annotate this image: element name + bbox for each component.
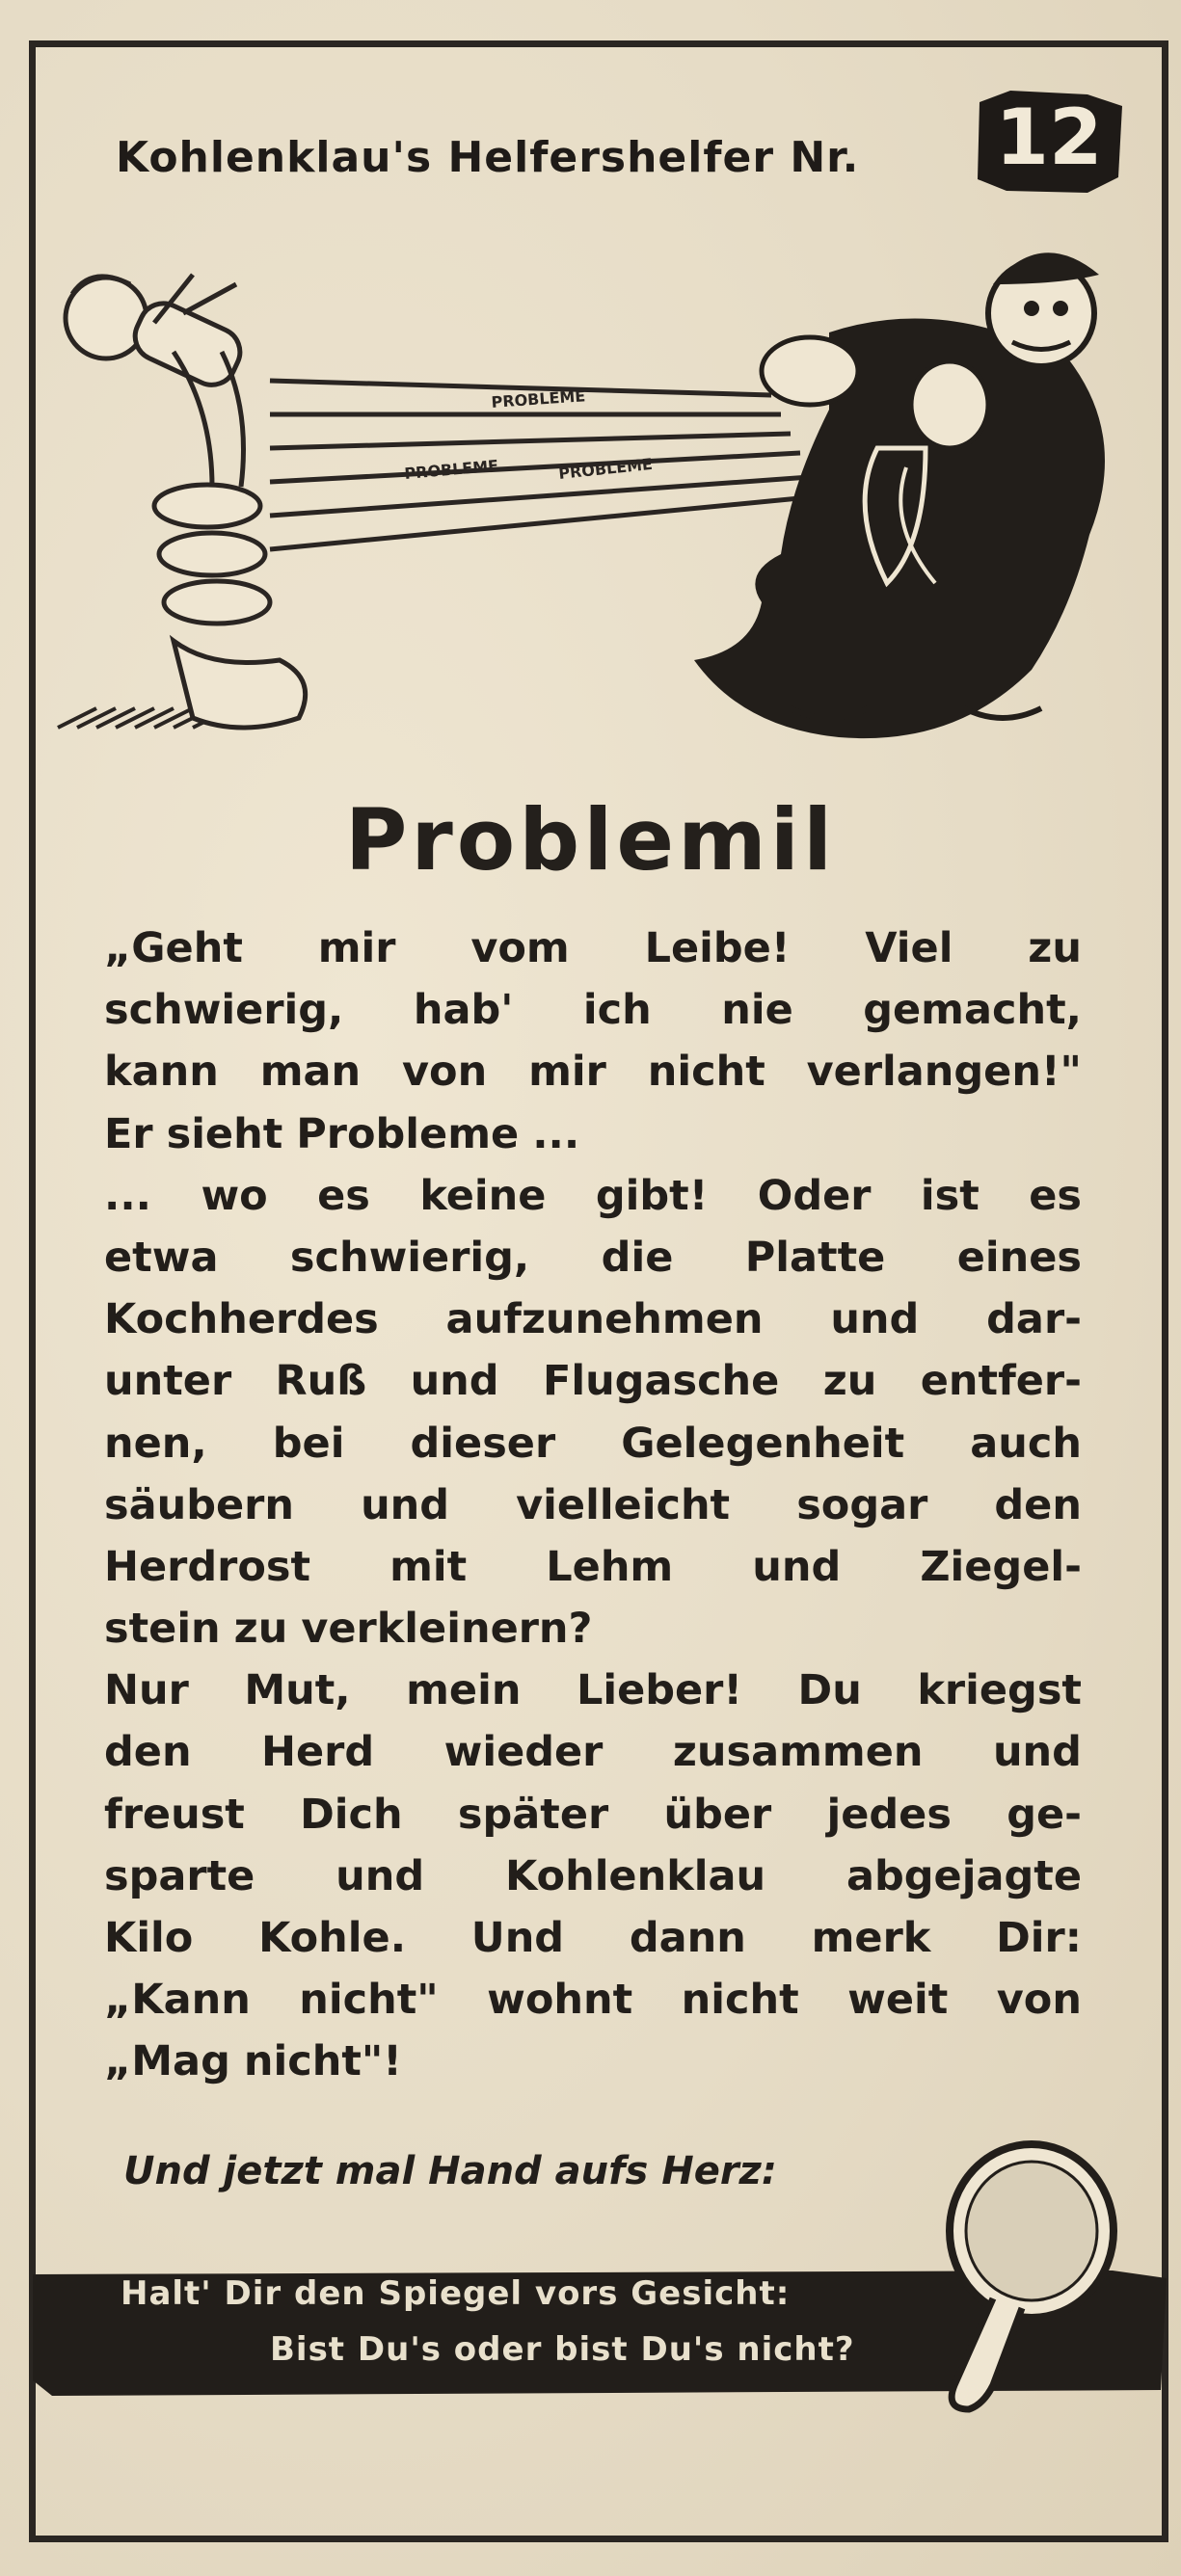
body-word: Nur [104,1666,189,1715]
body-word: jedes [826,1790,952,1839]
body-word: „Kann [104,1976,251,2025]
body-line [104,1350,1082,1412]
body-word: bei [272,1419,345,1468]
body-line [104,917,1082,979]
body-line [104,1536,1082,1598]
body-word: weit [847,1976,949,2025]
body-word: ich [582,986,652,1035]
body-word: Flugasche [542,1357,780,1406]
body-word: gemacht, [863,986,1082,1035]
body-line [104,1907,1082,1969]
body-word: Ziegel- [920,1542,1082,1591]
body-word: schwierig, [104,986,344,1035]
body-word: zu [233,1605,288,1654]
body-word: gibt! [595,1171,709,1220]
kohlenklau-figure-icon [694,252,1105,738]
body-word: Dir: [996,1914,1082,1962]
body-word: Herdrost [104,1542,311,1591]
body-word: kann [104,1048,219,1097]
body-word: und [752,1542,842,1591]
body-word: dar- [986,1295,1082,1344]
body-word: Probleme [296,1109,520,1158]
body-word: später [457,1790,609,1839]
article-title: Problemil [344,790,837,890]
body-word: Herd [261,1728,375,1777]
body-word: Er [104,1109,153,1158]
body-line [104,1041,1082,1102]
body-word: dieser [410,1419,556,1468]
body-word: zu [1028,924,1082,972]
cartoon-illustration [39,226,1157,781]
body-word: Kohle. [258,1914,407,1962]
body-word: Kochherdes [104,1295,379,1344]
body-line [104,2031,1082,2092]
body-word: vom [470,924,570,972]
body-word: eines [956,1233,1082,1282]
body-line [104,979,1082,1041]
body-word: Leibe! [644,924,791,972]
body-word: mir [528,1048,606,1097]
body-word: verlangen!" [806,1048,1082,1097]
body-word: mir [317,924,396,972]
body-word: es [1029,1171,1082,1220]
body-word: wieder [443,1728,604,1777]
body-word: zu [822,1357,877,1406]
body-word: nicht [647,1048,765,1097]
body-word: den [104,1728,192,1777]
body-word: ist [920,1171,980,1220]
body-line [104,1227,1082,1288]
body-word: mit [389,1542,468,1591]
body-line [104,1103,1082,1165]
header-text: Kohlenklau's Helfershelfer Nr. [116,133,860,182]
body-word: stein [104,1605,221,1654]
hand-mirror-icon [897,2135,1128,2424]
body-word: ... [104,1171,152,1220]
body-word: hab' [413,986,514,1035]
body-line [104,1846,1082,1907]
body-word: kriegst [917,1666,1082,1715]
body-word: Dich [300,1790,403,1839]
number-badge: 12 [995,93,1103,182]
body-word: keine [419,1171,547,1220]
body-word: unter [104,1357,232,1406]
body-word: nicht"! [243,2037,402,2086]
body-word: freust [104,1790,245,1839]
body-word: mein [406,1666,522,1715]
body-line [104,1660,1082,1721]
body-word: wo [201,1171,268,1220]
body-line [104,1288,1082,1350]
body-line [104,1784,1082,1846]
body-word: nicht [681,1976,799,2025]
body-word: man [259,1048,362,1097]
body-word: Ruß [275,1357,367,1406]
body-word: „Mag [104,2037,230,2086]
svg-text:PROBLEME: PROBLEME [490,386,586,412]
body-word: von [402,1048,488,1097]
body-word: ge- [1007,1790,1082,1839]
body-word: Gelegenheit [621,1419,905,1468]
body-word: entfer- [920,1357,1082,1406]
body-word: von [996,1976,1082,2025]
body-word: und [410,1357,499,1406]
body-word: schwierig, [289,1233,530,1282]
body-word: „Geht [104,924,243,972]
body-word: verkleinern? [301,1605,593,1654]
body-word: Du [797,1666,862,1715]
body-word: über [663,1790,772,1839]
body-line [104,1598,1082,1660]
body-line [104,1474,1082,1536]
body-word: es [317,1171,370,1220]
article-body [104,917,1082,2112]
body-word: und [830,1295,920,1344]
body-word: Oder [757,1171,872,1220]
body-word: säubern [104,1480,294,1529]
body-word: Lieber! [576,1666,743,1715]
tagline: Und jetzt mal Hand aufs Herz: [123,2149,777,2193]
body-word: sieht [166,1109,283,1158]
body-word: Kohlenklau [504,1851,766,1900]
body-word: die [601,1233,674,1282]
body-word: Lehm [546,1542,674,1591]
body-word: Viel [865,924,953,972]
body-word: nicht" [299,1976,439,2025]
body-word: merk [811,1914,931,1962]
body-word: und [336,1851,425,1900]
body-line [104,1413,1082,1474]
body-word: nie [721,986,793,1035]
banner-line-1: Halt' Dir den Spiegel vors Gesicht: [121,2274,791,2313]
small-man-icon [66,275,306,728]
banner-line-2: Bist Du's oder bist Du's nicht? [270,2330,855,2369]
body-word: nen, [104,1419,207,1468]
body-word: etwa [104,1233,219,1282]
body-line [104,1721,1082,1783]
body-word: zusammen [672,1728,924,1777]
body-word: Und [470,1914,565,1962]
body-word: dann [629,1914,746,1962]
body-word: ... [532,1109,580,1158]
svg-text:PROBLEME: PROBLEME [403,456,499,483]
body-word: aufzunehmen [445,1295,764,1344]
body-word: auch [970,1419,1082,1468]
body-line [104,1165,1082,1227]
body-line [104,1969,1082,2031]
body-word: Mut, [244,1666,351,1715]
body-word: abgejagte [845,1851,1082,1900]
body-word: Kilo [104,1914,194,1962]
body-word: sogar [796,1480,928,1529]
body-word: vielleicht [516,1480,731,1529]
body-word: sparte [104,1851,255,1900]
body-word: und [992,1728,1082,1777]
body-word: wohnt [487,1976,633,2025]
body-word: den [994,1480,1082,1529]
svg-text:PROBLEME: PROBLEME [557,454,654,483]
body-word: und [361,1480,450,1529]
body-word: Platte [744,1233,886,1282]
